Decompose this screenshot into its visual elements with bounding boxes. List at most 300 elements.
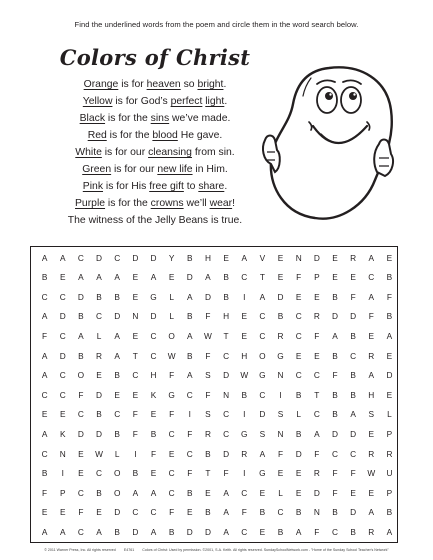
grid-letter[interactable]: B <box>259 507 266 518</box>
grid-letter[interactable]: E <box>96 370 102 381</box>
grid-letter[interactable]: T <box>223 330 229 341</box>
grid-letter[interactable]: R <box>313 311 320 322</box>
grid-letter[interactable]: R <box>368 526 375 537</box>
grid-letter[interactable]: D <box>204 526 211 537</box>
grid-letter[interactable]: A <box>205 272 211 283</box>
grid-letter[interactable]: L <box>169 291 174 302</box>
grid-letter[interactable]: C <box>77 409 84 420</box>
grid-letter[interactable]: I <box>243 291 246 302</box>
grid-letter[interactable]: O <box>77 370 85 381</box>
grid-letter[interactable]: A <box>368 291 375 302</box>
grid-letter[interactable]: A <box>114 350 120 361</box>
grid-letter[interactable]: D <box>277 291 284 302</box>
grid-letter[interactable]: L <box>96 330 102 341</box>
grid-letter[interactable]: C <box>59 389 66 400</box>
grid-letter[interactable]: F <box>78 389 84 400</box>
grid-letter[interactable]: F <box>187 428 193 439</box>
grid-letter[interactable]: A <box>59 252 66 263</box>
grid-letter[interactable]: B <box>350 526 356 537</box>
grid-letter[interactable]: E <box>59 272 66 283</box>
grid-letter[interactable]: A <box>386 526 393 537</box>
grid-letter[interactable]: T <box>259 272 265 283</box>
grid-letter[interactable]: L <box>387 409 392 420</box>
grid-letter[interactable]: E <box>295 468 302 479</box>
grid-letter[interactable]: N <box>277 428 284 439</box>
grid-letter[interactable]: F <box>332 487 338 498</box>
grid-letter[interactable]: E <box>277 468 284 479</box>
grid-letter[interactable]: C <box>41 291 48 302</box>
grid-letter[interactable]: D <box>150 311 157 322</box>
grid-letter[interactable]: W <box>240 370 249 381</box>
grid-letter[interactable]: F <box>169 409 175 420</box>
grid-letter[interactable]: D <box>96 389 103 400</box>
grid-letter[interactable]: I <box>279 389 282 400</box>
grid-letter[interactable]: E <box>59 507 66 518</box>
grid-letter[interactable]: E <box>386 252 393 263</box>
grid-letter[interactable]: G <box>259 370 266 381</box>
grid-letter[interactable]: D <box>350 311 357 322</box>
grid-letter[interactable]: B <box>332 291 338 302</box>
grid-letter[interactable]: C <box>77 252 84 263</box>
grid-letter[interactable]: C <box>150 330 157 341</box>
grid-letter[interactable]: E <box>277 272 284 283</box>
grid-letter[interactable]: D <box>204 291 211 302</box>
grid-letter[interactable]: A <box>368 370 375 381</box>
grid-letter[interactable]: L <box>169 311 174 322</box>
grid-letter[interactable]: C <box>168 468 175 479</box>
grid-letter[interactable]: S <box>277 409 284 420</box>
grid-letter[interactable]: R <box>368 350 375 361</box>
grid-letter[interactable]: G <box>277 350 284 361</box>
grid-letter[interactable]: D <box>150 252 157 263</box>
grid-letter[interactable]: E <box>241 330 247 341</box>
grid-letter[interactable]: D <box>59 350 66 361</box>
grid-letter[interactable]: D <box>114 311 121 322</box>
grid-letter[interactable]: B <box>114 526 120 537</box>
grid-letter[interactable]: B <box>295 428 302 439</box>
grid-letter[interactable]: B <box>150 428 157 439</box>
grid-letter[interactable]: E <box>259 526 266 537</box>
grid-letter[interactable]: R <box>241 448 248 459</box>
grid-letter[interactable]: B <box>96 409 102 420</box>
grid-letter[interactable]: V <box>259 252 266 263</box>
grid-letter[interactable]: A <box>150 526 157 537</box>
grid-letter[interactable]: D <box>96 252 103 263</box>
grid-letter[interactable]: D <box>186 272 193 283</box>
grid-letter[interactable]: F <box>386 291 392 302</box>
grid-letter[interactable]: C <box>77 526 84 537</box>
grid-letter[interactable]: S <box>205 370 211 381</box>
grid-letter[interactable]: E <box>314 291 320 302</box>
grid-letter[interactable]: A <box>223 507 229 518</box>
grid-letter[interactable]: E <box>59 409 66 420</box>
grid-letter[interactable]: E <box>314 350 320 361</box>
grid-letter[interactable]: G <box>241 428 248 439</box>
grid-letter[interactable]: D <box>223 448 230 459</box>
grid-letter[interactable]: C <box>241 487 248 498</box>
grid-letter[interactable]: A <box>187 330 193 341</box>
grid-letter[interactable]: B <box>350 330 356 341</box>
grid-letter[interactable]: A <box>96 272 102 283</box>
grid-letter[interactable]: A <box>150 272 157 283</box>
grid-letter[interactable]: B <box>114 291 120 302</box>
grid-letter[interactable]: I <box>243 409 246 420</box>
grid-letter[interactable]: F <box>132 409 138 420</box>
grid-letter[interactable]: B <box>295 389 302 400</box>
grid-letter[interactable]: H <box>204 252 211 263</box>
grid-letter[interactable]: E <box>295 487 302 498</box>
grid-letter[interactable]: C <box>259 389 266 400</box>
grid-letter[interactable]: B <box>114 370 120 381</box>
grid-letter[interactable]: F <box>314 448 320 459</box>
grid-letter[interactable]: G <box>259 468 266 479</box>
grid-letter[interactable]: E <box>368 487 375 498</box>
grid-letter[interactable]: C <box>114 252 121 263</box>
grid-letter[interactable]: D <box>313 487 320 498</box>
grid-letter[interactable]: B <box>241 389 247 400</box>
grid-letter[interactable]: F <box>205 389 211 400</box>
grid-letter[interactable]: B <box>223 272 229 283</box>
grid-letter[interactable]: E <box>168 272 175 283</box>
grid-letter[interactable]: D <box>350 428 357 439</box>
grid-letter[interactable]: A <box>295 526 302 537</box>
grid-letter[interactable]: I <box>61 468 64 479</box>
grid-letter[interactable]: C <box>331 448 338 459</box>
grid-letter[interactable]: F <box>368 311 374 322</box>
grid-letter[interactable]: Y <box>168 252 175 263</box>
grid-letter[interactable]: N <box>132 311 139 322</box>
grid-letter[interactable]: W <box>95 448 103 459</box>
grid-letter[interactable]: F <box>223 468 229 479</box>
grid-letter[interactable]: E <box>187 507 193 518</box>
grid-letter[interactable]: C <box>313 370 320 381</box>
grid-letter[interactable]: B <box>205 507 211 518</box>
grid-letter[interactable]: F <box>277 448 284 459</box>
grid-letter[interactable]: A <box>114 330 120 341</box>
grid-letter[interactable]: H <box>241 350 248 361</box>
grid-letter[interactable]: I <box>134 448 137 459</box>
grid-letter[interactable]: C <box>295 330 302 341</box>
grid-letter[interactable]: N <box>59 448 66 459</box>
grid-letter[interactable]: A <box>259 291 266 302</box>
grid-letter[interactable]: C <box>313 409 320 420</box>
grid-letter[interactable]: F <box>78 507 84 518</box>
grid-letter[interactable]: D <box>77 291 84 302</box>
grid-letter[interactable]: A <box>386 330 393 341</box>
grid-letter[interactable]: F <box>332 468 338 479</box>
grid-letter[interactable]: E <box>205 487 211 498</box>
grid-letter[interactable]: F <box>169 370 175 381</box>
grid-letter[interactable]: C <box>41 389 48 400</box>
grid-letter[interactable]: D <box>59 311 66 322</box>
grid-letter[interactable]: C <box>295 311 302 322</box>
grid-letter[interactable]: C <box>96 311 103 322</box>
grid-letter[interactable]: E <box>295 291 302 302</box>
grid-letter[interactable]: B <box>332 409 338 420</box>
grid-letter[interactable]: E <box>368 428 375 439</box>
grid-letter[interactable]: C <box>96 468 103 479</box>
grid-letter[interactable]: D <box>350 507 357 518</box>
grid-letter[interactable]: E <box>132 272 139 283</box>
grid-letter[interactable]: A <box>41 428 48 439</box>
grid-letter[interactable]: C <box>331 526 338 537</box>
grid-letter[interactable]: L <box>296 409 301 420</box>
grid-letter[interactable]: E <box>132 330 139 341</box>
grid-letter[interactable]: E <box>78 448 84 459</box>
grid-letter[interactable]: T <box>314 389 320 400</box>
grid-letter[interactable]: F <box>42 487 48 498</box>
grid-letter[interactable]: B <box>187 487 193 498</box>
grid-letter[interactable]: F <box>42 330 48 341</box>
grid-letter[interactable]: O <box>113 468 121 479</box>
grid-letter[interactable]: D <box>313 252 320 263</box>
grid-letter[interactable]: B <box>41 468 48 479</box>
grid-letter[interactable]: R <box>350 252 357 263</box>
grid-letter[interactable]: A <box>41 311 48 322</box>
grid-letter[interactable]: B <box>350 370 356 381</box>
grid-letter[interactable]: B <box>132 468 139 479</box>
grid-letter[interactable]: C <box>295 370 302 381</box>
grid-letter[interactable]: C <box>350 448 357 459</box>
grid-letter[interactable]: B <box>332 389 338 400</box>
grid-letter[interactable]: R <box>313 468 320 479</box>
grid-letter[interactable]: C <box>114 409 121 420</box>
grid-letter[interactable]: C <box>150 507 157 518</box>
grid-letter[interactable]: B <box>295 507 302 518</box>
grid-letter[interactable]: H <box>223 311 230 322</box>
grid-letter[interactable]: A <box>41 370 48 381</box>
grid-letter[interactable]: C <box>368 272 375 283</box>
grid-letter[interactable]: D <box>331 428 338 439</box>
grid-letter[interactable]: B <box>114 428 120 439</box>
grid-letter[interactable]: W <box>204 330 212 341</box>
grid-letter[interactable]: B <box>223 291 229 302</box>
grid-letter[interactable]: H <box>150 370 157 381</box>
grid-letter[interactable]: W <box>367 468 376 479</box>
grid-letter[interactable]: F <box>332 370 338 381</box>
grid-letter[interactable]: A <box>150 487 157 498</box>
grid-letter[interactable]: F <box>150 448 157 459</box>
grid-letter[interactable]: A <box>368 507 375 518</box>
grid-letter[interactable]: B <box>332 350 338 361</box>
grid-letter[interactable]: F <box>241 507 247 518</box>
grid-letter[interactable]: R <box>277 330 284 341</box>
grid-letter[interactable]: B <box>168 526 175 537</box>
grid-letter[interactable]: C <box>223 350 230 361</box>
grid-letter[interactable]: B <box>386 272 393 283</box>
grid-letter[interactable]: F <box>314 526 320 537</box>
grid-letter[interactable]: A <box>350 409 356 420</box>
grid-letter[interactable]: A <box>368 252 375 263</box>
grid-letter[interactable]: A <box>41 350 48 361</box>
grid-letter[interactable]: F <box>350 291 356 302</box>
grid-letter[interactable]: P <box>386 487 393 498</box>
grid-letter[interactable]: A <box>332 330 338 341</box>
grid-letter[interactable]: F <box>187 468 193 479</box>
grid-letter[interactable]: E <box>114 389 120 400</box>
grid-letter[interactable]: F <box>205 350 211 361</box>
grid-letter[interactable]: N <box>277 370 284 381</box>
grid-letter[interactable]: I <box>243 468 246 479</box>
grid-letter[interactable]: A <box>41 526 48 537</box>
grid-letter[interactable]: E <box>332 272 338 283</box>
grid-letter[interactable]: A <box>96 526 102 537</box>
grid-letter[interactable]: B <box>277 526 284 537</box>
grid-letter[interactable]: A <box>41 252 48 263</box>
grid-letter[interactable]: E <box>168 448 175 459</box>
grid-letter[interactable]: D <box>132 252 139 263</box>
grid-letter[interactable]: S <box>205 409 211 420</box>
grid-letter[interactable]: F <box>132 428 138 439</box>
grid-letter[interactable]: E <box>386 389 393 400</box>
grid-letter[interactable]: N <box>295 252 302 263</box>
grid-letter[interactable]: C <box>59 370 66 381</box>
grid-letter[interactable]: E <box>78 468 84 479</box>
grid-letter[interactable]: F <box>314 330 320 341</box>
grid-letter[interactable]: B <box>187 252 193 263</box>
grid-letter[interactable]: P <box>386 428 393 439</box>
grid-letter[interactable]: A <box>59 526 66 537</box>
grid-letter[interactable]: E <box>96 507 102 518</box>
grid-letter[interactable]: F <box>350 468 356 479</box>
grid-letter[interactable]: S <box>259 428 266 439</box>
grid-letter[interactable]: B <box>78 311 84 322</box>
grid-letter[interactable]: K <box>150 389 157 400</box>
grid-letter[interactable]: E <box>295 350 302 361</box>
grid-letter[interactable]: S <box>368 409 375 420</box>
grid-letter[interactable]: A <box>78 272 84 283</box>
grid-letter[interactable]: E <box>386 350 393 361</box>
word-search-grid[interactable] <box>30 246 398 543</box>
grid-letter[interactable]: O <box>259 350 266 361</box>
grid-letter[interactable]: D <box>295 448 302 459</box>
grid-letter[interactable]: C <box>132 507 139 518</box>
grid-letter[interactable]: A <box>187 370 193 381</box>
grid-letter[interactable]: B <box>386 311 393 322</box>
grid-letter[interactable]: A <box>259 448 266 459</box>
grid-letter[interactable]: B <box>350 389 356 400</box>
grid-letter[interactable]: B <box>187 350 193 361</box>
grid-letter[interactable]: P <box>59 487 66 498</box>
grid-letter[interactable]: C <box>186 389 193 400</box>
grid-letter[interactable]: T <box>132 350 138 361</box>
grid-letter[interactable]: C <box>259 311 266 322</box>
grid-letter[interactable]: I <box>188 409 191 420</box>
grid-letter[interactable]: B <box>78 350 84 361</box>
grid-letter[interactable]: C <box>59 291 66 302</box>
grid-letter[interactable]: E <box>259 487 266 498</box>
grid-letter[interactable]: C <box>277 507 284 518</box>
grid-letter[interactable]: A <box>241 252 247 263</box>
grid-letter[interactable]: F <box>169 507 175 518</box>
grid-letter[interactable]: L <box>114 448 120 459</box>
grid-letter[interactable]: E <box>350 487 356 498</box>
grid-letter[interactable]: N <box>313 507 320 518</box>
grid-letter[interactable]: L <box>278 487 283 498</box>
grid-letter[interactable]: R <box>96 350 103 361</box>
grid-letter[interactable]: A <box>187 291 193 302</box>
grid-letter[interactable]: C <box>59 330 66 341</box>
grid-letter[interactable]: C <box>241 272 248 283</box>
grid-letter[interactable]: A <box>314 428 320 439</box>
grid-letter[interactable]: E <box>241 311 247 322</box>
grid-letter[interactable]: B <box>332 507 338 518</box>
grid-letter[interactable]: A <box>223 487 229 498</box>
grid-letter[interactable]: E <box>150 409 157 420</box>
grid-letter[interactable]: D <box>186 526 193 537</box>
grid-letter[interactable]: B <box>41 272 48 283</box>
grid-letter[interactable]: A <box>78 330 84 341</box>
grid-letter[interactable]: C <box>241 526 248 537</box>
grid-letter[interactable]: E <box>350 272 356 283</box>
grid-letter[interactable]: E <box>332 252 338 263</box>
grid-letter[interactable]: O <box>113 487 121 498</box>
grid-letter[interactable]: D <box>132 526 139 537</box>
grid-letter[interactable]: E <box>41 507 48 518</box>
grid-letter[interactable]: R <box>204 428 211 439</box>
grid-letter[interactable]: C <box>77 487 84 498</box>
grid-letter[interactable]: B <box>96 291 102 302</box>
grid-letter[interactable]: D <box>96 428 103 439</box>
grid-letter[interactable]: G <box>150 291 157 302</box>
grid-letter[interactable]: F <box>205 311 211 322</box>
grid-letter[interactable]: B <box>96 487 102 498</box>
grid-letter[interactable]: D <box>114 507 121 518</box>
grid-letter[interactable]: E <box>223 252 229 263</box>
grid-letter[interactable]: E <box>150 468 157 479</box>
grid-letter[interactable]: G <box>168 389 175 400</box>
grid-letter[interactable]: K <box>59 428 66 439</box>
grid-letter[interactable]: R <box>368 448 375 459</box>
grid-letter[interactable]: D <box>386 370 393 381</box>
grid-letter[interactable]: A <box>132 487 139 498</box>
grid-letter[interactable]: C <box>168 428 175 439</box>
grid-letter[interactable]: D <box>331 311 338 322</box>
grid-letter[interactable]: C <box>223 428 230 439</box>
grid-letter[interactable]: U <box>386 468 393 479</box>
grid-letter[interactable]: P <box>314 272 320 283</box>
grid-letter[interactable]: D <box>259 409 266 420</box>
grid-letter[interactable]: B <box>386 507 393 518</box>
grid-letter[interactable]: D <box>77 428 84 439</box>
grid-letter[interactable]: E <box>132 389 139 400</box>
grid-letter[interactable]: H <box>368 389 375 400</box>
grid-letter[interactable]: B <box>205 448 211 459</box>
grid-letter[interactable]: B <box>187 311 193 322</box>
grid-letter[interactable]: C <box>186 448 193 459</box>
grid-letter[interactable]: E <box>368 330 375 341</box>
grid-letter[interactable]: W <box>167 350 176 361</box>
grid-letter[interactable]: C <box>132 370 139 381</box>
grid-letter[interactable]: O <box>168 330 175 341</box>
grid-letter[interactable]: C <box>223 409 230 420</box>
grid-letter[interactable]: R <box>386 448 393 459</box>
grid-letter[interactable]: B <box>277 311 284 322</box>
grid-letter[interactable]: E <box>277 252 284 263</box>
grid-letter[interactable]: A <box>114 272 120 283</box>
grid-letter[interactable]: T <box>205 468 211 479</box>
grid-letter[interactable]: A <box>223 526 229 537</box>
grid-letter[interactable]: F <box>296 272 302 283</box>
grid-letter[interactable]: D <box>223 370 230 381</box>
grid-letter[interactable]: C <box>259 330 266 341</box>
grid-letter[interactable]: C <box>168 487 175 498</box>
grid-letter[interactable]: E <box>41 409 48 420</box>
grid-letter[interactable]: C <box>150 350 157 361</box>
grid-letter[interactable]: C <box>350 350 357 361</box>
grid-letter[interactable]: E <box>132 291 139 302</box>
grid-letter[interactable]: C <box>41 448 48 459</box>
